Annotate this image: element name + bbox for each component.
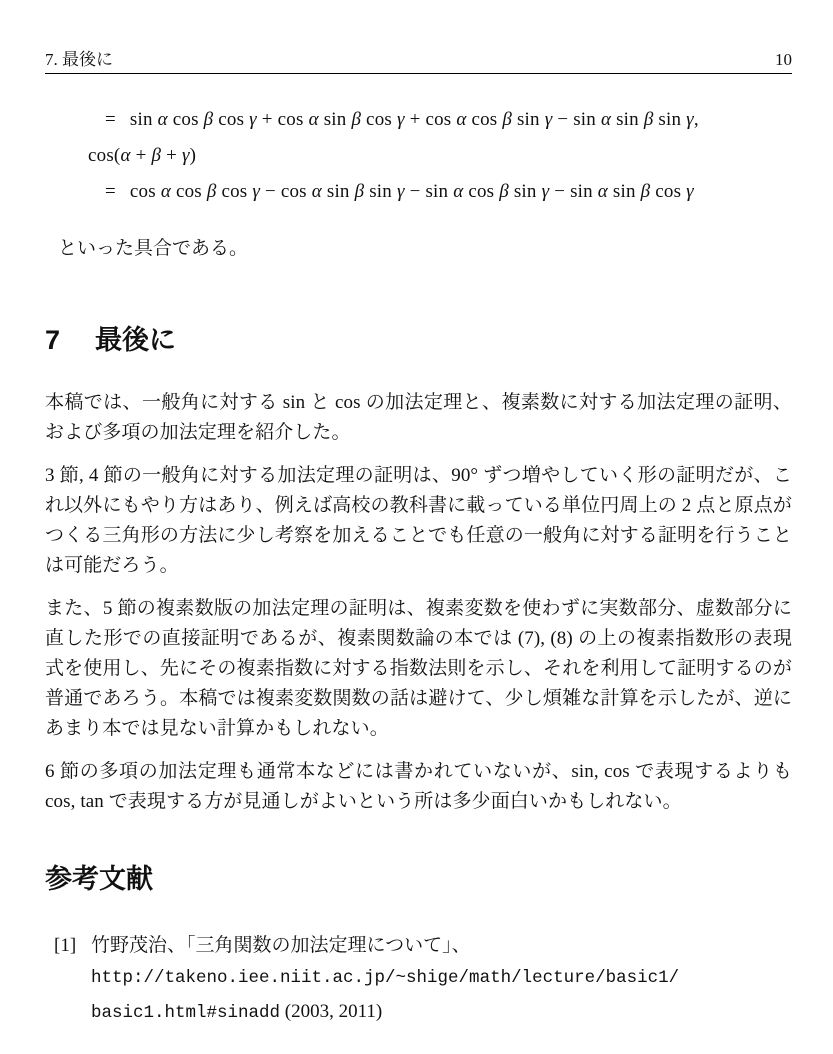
closing-remark: といった具合である。 xyxy=(58,238,249,259)
reference-body xyxy=(91,929,792,1030)
equation-expression: cos α cos β cos γ − cos α sin β sin γ − sin α cos β sin γ − sin α sin β cos γ xyxy=(129,181,694,202)
page-body xyxy=(45,102,792,1030)
reference-label: [1] xyxy=(54,935,77,956)
equals-sign: = xyxy=(105,181,116,202)
equation-line-3 xyxy=(45,174,792,210)
page-header xyxy=(45,50,792,74)
paragraph-1: 本稿では、一般角に対する sin と cos の加法定理と、複素数に対する加法定理の証明、および多項の加法定理を紹介した。 xyxy=(45,392,792,443)
equation-block xyxy=(45,102,792,210)
reference-url-line1: http://takeno.iee.niit.ac.jp/~shige/math/lecture/basic1/ xyxy=(91,968,680,988)
equation-line-1 xyxy=(45,102,792,138)
running-head: 7. 最後に xyxy=(45,50,113,69)
paragraph-3: また、5 節の複素数版の加法定理の証明は、複素変数を使わずに実数部分、虚数部分に直した形での直接証明であるが、複素関数論の本では (7), (8) の上の複素指数形の表現式を使用し、先にその複素指数に対する指数法則を示し、それを利用して証明するのが普通であろう。本稿では複素変数関数の話は避けて、少し煩雑な計算を示したが、逆にあまり本では見ない計算かもしれない。 xyxy=(45,598,792,739)
paragraph-4: 6 節の多項の加法定理も通常本などには書かれていないが、sin, cos で表現するよりも cos, tan で表現する方が見通しがよいという所は多少面白いかもしれない。 xyxy=(45,761,792,812)
references-heading: 参考文献 xyxy=(45,864,153,894)
paragraph-2: 3 節, 4 節の一般角に対する加法定理の証明は、90° ずつ増やしていく形の証明だが、これ以外にもやり方はあり、例えば高校の教科書に載っている単位円周上の 2 点と原点がつくる三角形の方法に少し考察を加えることでも任意の一般角に対する証明を行うことは可能だろう。 xyxy=(45,465,792,576)
equation-expression: sin α cos β cos γ + cos α sin β cos γ + cos α cos β sin γ − sin α sin β sin γ, xyxy=(129,109,699,130)
equals-sign: = xyxy=(105,109,116,130)
page-number: 10 xyxy=(775,50,792,69)
reference-item xyxy=(45,929,792,1030)
equation-lhs: cos(α + β + γ) xyxy=(88,145,197,166)
section-number: 7 xyxy=(45,325,61,355)
reference-url-line2-row xyxy=(91,995,792,1030)
reference-year: (2003, 2011) xyxy=(284,1001,383,1022)
section-heading xyxy=(45,324,792,356)
reference-url-line2: basic1.html#sinadd xyxy=(91,1003,281,1023)
reference-citation: 竹野茂治、「三角関数の加法定理について」、 xyxy=(91,935,471,956)
equation-line-2 xyxy=(45,138,792,174)
section-title: 最後に xyxy=(95,325,176,355)
